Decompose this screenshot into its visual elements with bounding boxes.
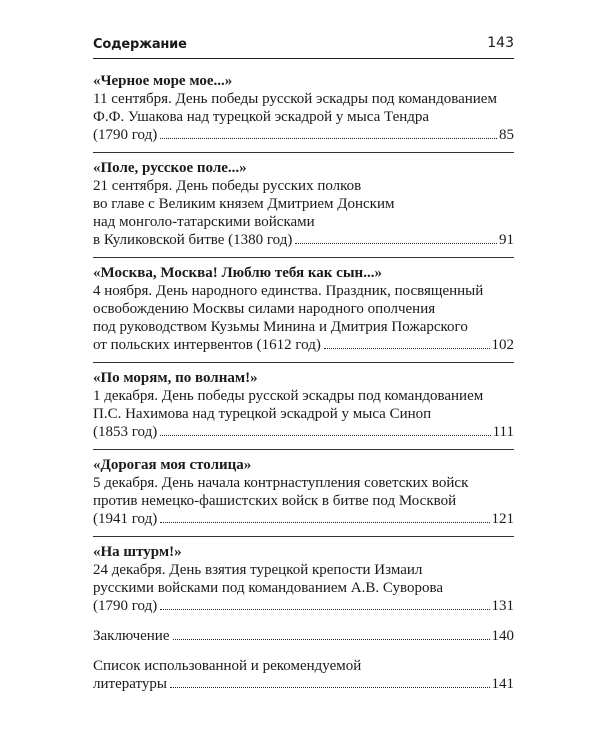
entry-description-line: освобождению Москвы силами народного ополчения — [93, 301, 436, 317]
toc-entry — [93, 456, 514, 528]
entry-description-line: (1853 год) — [93, 424, 158, 440]
entry-description-line: в Куликовской битве (1380 год) — [93, 232, 293, 248]
dot-leader — [160, 609, 489, 610]
entry-title: «Москва, Москва! Люблю тебя как сын...» — [93, 265, 382, 281]
entry-description-line: 1 декабря. День победы русской эскадры под командованием — [93, 388, 484, 404]
entry-last-line — [93, 126, 514, 144]
conclusion-label: Заключение — [93, 628, 170, 644]
references-label-line: Список использованной и рекомендуемой — [93, 658, 362, 674]
entry-page-number: 102 — [491, 337, 514, 353]
entry-description-line: 21 сентября. День победы русских полков — [93, 178, 362, 194]
entry-divider — [93, 449, 514, 450]
entry-divider — [93, 362, 514, 363]
entry-page-number: 140 — [491, 628, 514, 644]
entry-title: «Поле, русское поле...» — [93, 160, 247, 176]
entry-divider — [93, 152, 514, 153]
entry-description-line: русскими войсками под командованием А.В. Суворова — [93, 580, 444, 596]
entry-divider — [93, 536, 514, 537]
entry-title: «По морям, по волнам!» — [93, 370, 258, 386]
entry-description-line: против немецко-фашистских войск в битве под Москвой — [93, 493, 457, 509]
entry-description-line: Ф.Ф. Ушакова над турецкой эскадрой у мыса Тендра — [93, 109, 430, 125]
page-number: 143 — [487, 35, 514, 51]
entry-page-number: 131 — [491, 598, 514, 614]
dot-leader — [160, 138, 497, 139]
entry-divider — [93, 257, 514, 258]
entry-description-line: над монголо-татарскими войсками — [93, 214, 315, 230]
references-label-line: литературы — [93, 676, 167, 692]
entry-description-line: (1790 год) — [93, 127, 158, 143]
entry-page-number: 111 — [492, 424, 514, 440]
entry-page-number: 141 — [491, 676, 514, 692]
entry-last-line — [93, 510, 514, 528]
toc-entry — [93, 264, 514, 354]
entry-description-line: во главе с Великим князем Дмитрием Донским — [93, 196, 395, 212]
entry-title: «Черное море мое...» — [93, 73, 233, 89]
entry-title: «На штурм!» — [93, 544, 182, 560]
entry-description-line: (1790 год) — [93, 598, 158, 614]
entry-description-line: 5 декабря. День начала контрнаступления советских войск — [93, 475, 469, 491]
dot-leader — [173, 639, 490, 640]
toc-entry — [93, 159, 514, 249]
entry-description-line: 4 ноября. День народного единства. Праздник, посвященный — [93, 283, 484, 299]
header-rule — [93, 58, 514, 59]
toc-entry-conclusion — [93, 627, 514, 645]
running-title: Содержание — [93, 37, 187, 52]
toc-entry — [93, 369, 514, 441]
entry-page-number: 121 — [491, 511, 514, 527]
entry-description-line: 24 декабря. День взятия турецкой крепости Измаил — [93, 562, 423, 578]
dot-leader — [295, 243, 497, 244]
dot-leader — [324, 348, 490, 349]
dot-leader — [160, 522, 489, 523]
entry-page-number: 91 — [499, 232, 514, 248]
running-head — [93, 34, 514, 56]
entry-last-line — [93, 336, 514, 354]
entry-description-line: П.С. Нахимова над турецкой эскадрой у мыса Синоп — [93, 406, 432, 422]
entry-last-line — [93, 675, 514, 693]
dot-leader — [160, 435, 490, 436]
entry-description-line: 11 сентября. День победы русской эскадры под командованием — [93, 91, 497, 107]
toc-entry-references — [93, 657, 514, 693]
dot-leader — [170, 687, 490, 688]
entry-page-number: 85 — [499, 127, 514, 143]
toc-entry — [93, 543, 514, 615]
entry-description-line: от польских интервентов (1612 год) — [93, 337, 321, 353]
toc-entry — [93, 72, 514, 144]
entry-last-line — [93, 597, 514, 615]
entry-last-line — [93, 423, 514, 441]
table-of-contents — [93, 72, 514, 693]
entry-title: «Дорогая моя столица» — [93, 457, 252, 473]
entry-description-line: (1941 год) — [93, 511, 158, 527]
entry-description-line: под руководством Кузьмы Минина и Дмитрия Пожарского — [93, 319, 468, 335]
entry-last-line — [93, 627, 514, 645]
entry-last-line — [93, 231, 514, 249]
